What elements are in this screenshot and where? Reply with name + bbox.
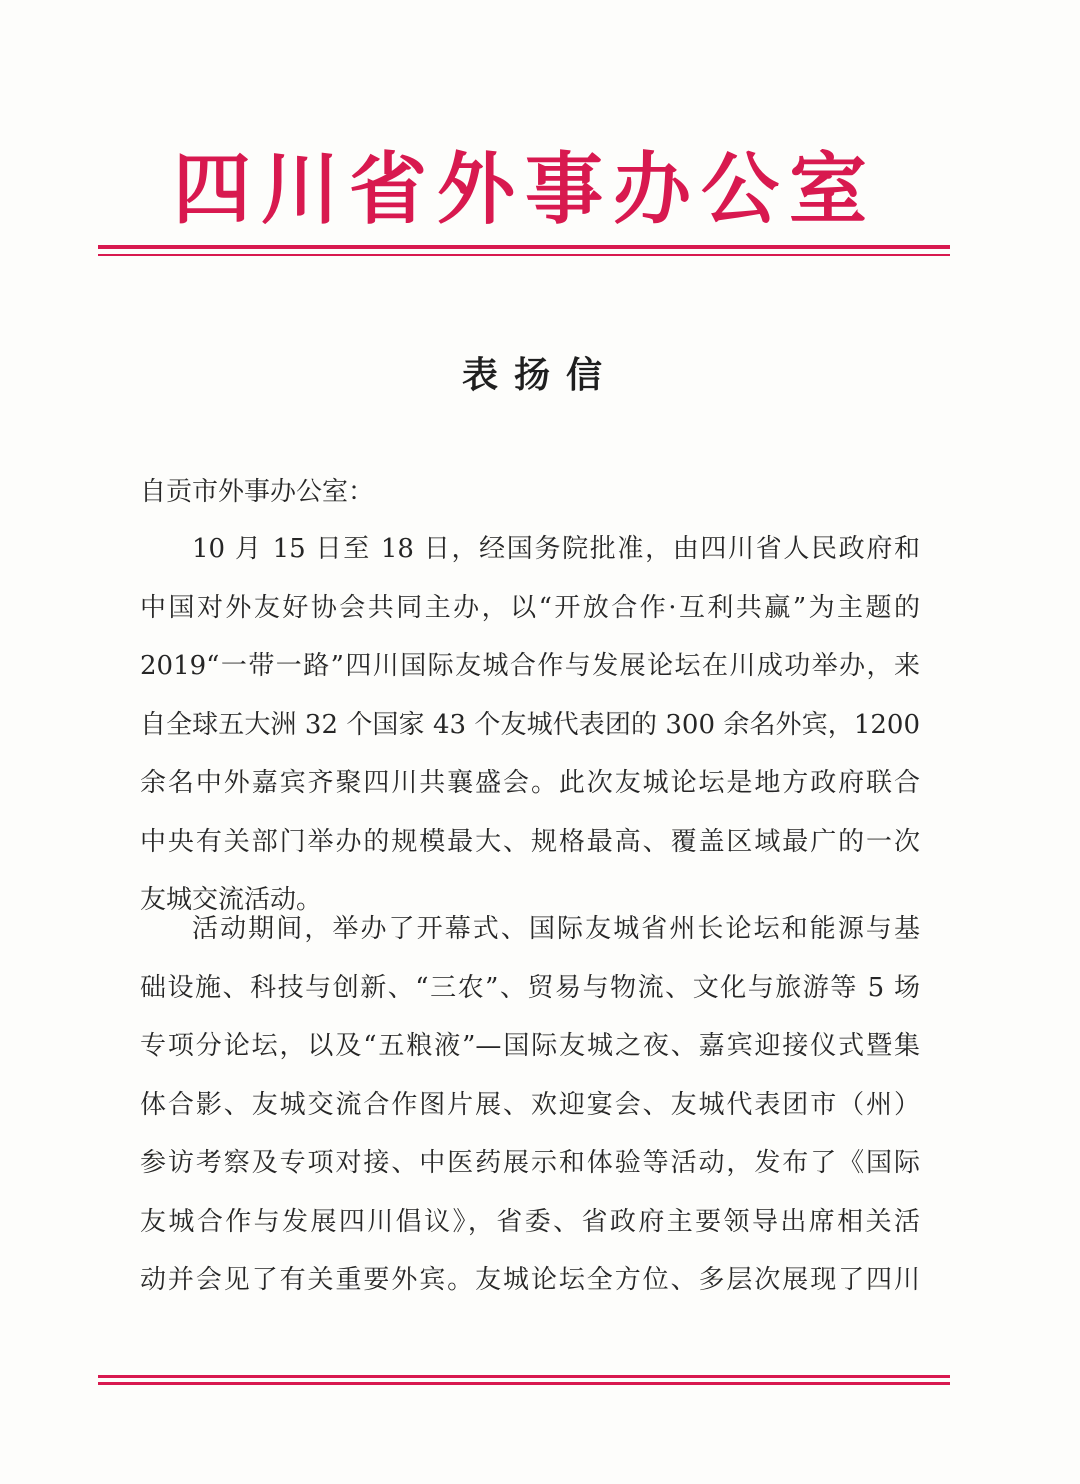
paragraph-line: 2019“一带一路”四川国际友城合作与发展论坛在川成功举办，来 [140,651,920,681]
letterhead-title: 四川省外事办公室 [172,145,877,235]
paragraph-line: 自全球五大洲 32 个国家 43 个友城代表团的 300 余名外宾，1200 [140,709,920,740]
paragraph-line: 专项分论坛，以及“五粮液”—国际友城之夜、嘉宾迎接仪式暨集 [140,1031,920,1061]
paragraph-1 [140,520,920,930]
paragraph-line: 体合影、友城交流合作图片展、欢迎宴会、友城代表团市（州） [140,1089,920,1120]
document-title: 表扬信 [461,354,618,396]
letterhead-red-rule [98,245,950,249]
paragraph-line: 础设施、科技与创新、“三农”、贸易与物流、文化与旅游等 5 场 [140,972,920,1003]
paragraph-line: 参访考察及专项对接、中医药展示和体验等活动，发布了《国际 [140,1148,920,1178]
paragraph-line: 余名中外嘉宾齐聚四川共襄盛会。此次友城论坛是地方政府联合 [140,768,920,798]
paragraph-line: 10 月 15 日至 18 日，经国务院批准，由四川省人民政府和 [192,534,920,564]
paragraph-line: 中央有关部门举办的规模最大、规格最高、覆盖区域最广的一次 [140,826,920,857]
paragraph-2 [140,900,920,1310]
footer-red-rule [98,1375,950,1378]
paragraph-line: 友城交流活动。 [140,885,323,915]
salutation: 自贡市外事办公室： [140,477,375,507]
paragraph-line: 活动期间，举办了开幕式、国际友城省州长论坛和能源与基 [192,914,920,944]
paragraph-line: 友城合作与发展四川倡议》，省委、省政府主要领导出席相关活 [140,1206,920,1237]
paragraph-line: 中国对外友好协会共同主办，以“开放合作·互利共赢”为主题的 [140,592,920,623]
footer-red-rule-second [98,1382,950,1385]
paragraph-line: 动并会见了有关重要外宾。友城论坛全方位、多层次展现了四川 [140,1265,920,1295]
letterhead-red-rule-thin [98,254,950,256]
